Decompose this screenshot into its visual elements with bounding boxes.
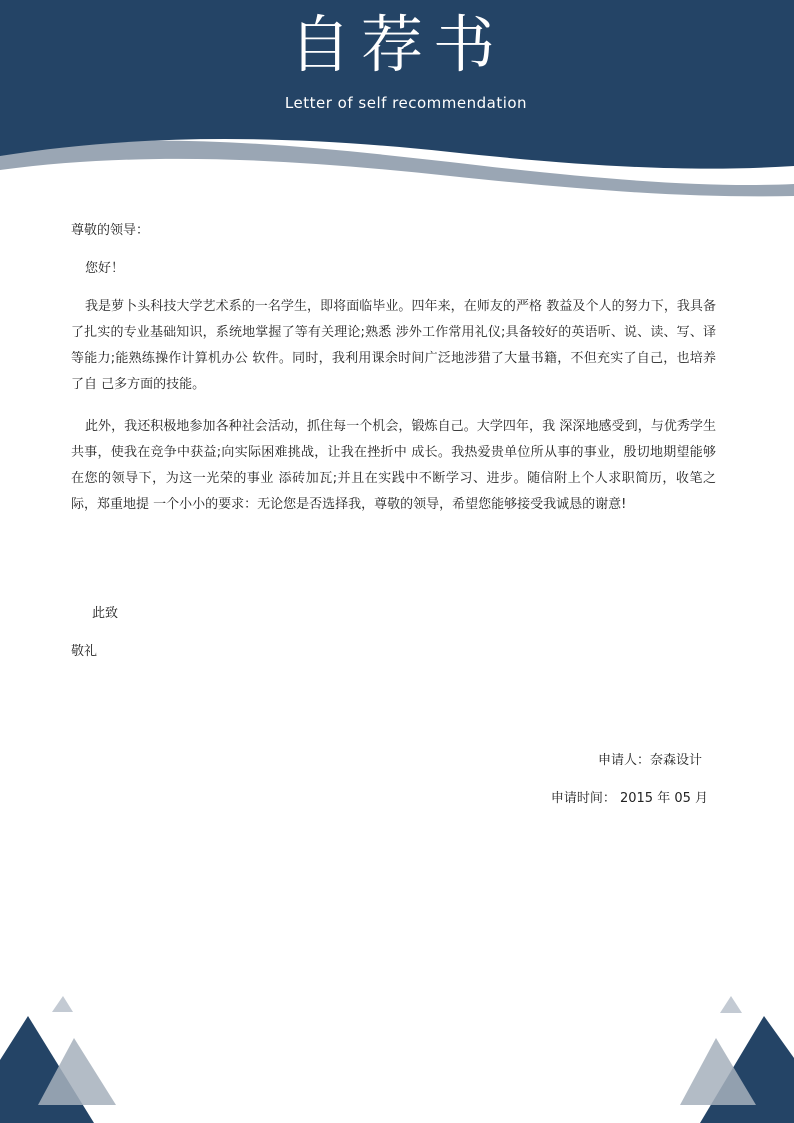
application-date: 申请时间： 2015 年 05 月 [550,791,708,806]
triangle-decoration [720,996,742,1013]
letter-closing-line2: 敬礼 [71,644,98,659]
page-title: 自荐书 [288,8,505,81]
letter-closing-line1: 此致 [92,606,119,621]
letter-greeting: 您好！ [85,261,125,276]
footer-decoration [0,990,794,1123]
letter-paragraph: 我是萝卜头科技大学艺术系的一名学生，即将面临毕业。四年来，在师友的严格 教益及个人的努力下，我具备了扎实的专业基础知识，系统地掌握了等有关理论;熟悉 涉外工作常用礼仪;具备较好的英语听、说、读、写、译等能力;能熟练操作计算机办公 软件。同时，我利用课余时间广泛地涉猎了大量书籍，不但充实了自己，也培养了自 己多方面的技能。 [71,299,716,392]
letter-salutation: 尊敬的领导： [71,223,150,238]
page-subtitle: Letter of self recommendation [284,94,528,112]
letter-paragraph: 此外，我还积极地参加各种社会活动，抓住每一个机会，锻炼自己。大学四年，我 深深地感受到，与优秀学生共事，使我在竞争中获益;向实际困难挑战，让我在挫折中 成长。我热爱贵单位所从事的事业，殷切地期望能够在您的领导下，为这一光荣的事业 添砖加瓦;并且在实践中不断学习、进步。随信附上个人求职简历，收笔之际，郑重地提 一个小小的要求：无论您是否选择我，尊敬的领导，希望您能够接受我诚恳的谢意! [71,419,716,512]
triangle-decoration [52,996,73,1012]
applicant-name: 申请人：奈森设计 [597,753,702,768]
